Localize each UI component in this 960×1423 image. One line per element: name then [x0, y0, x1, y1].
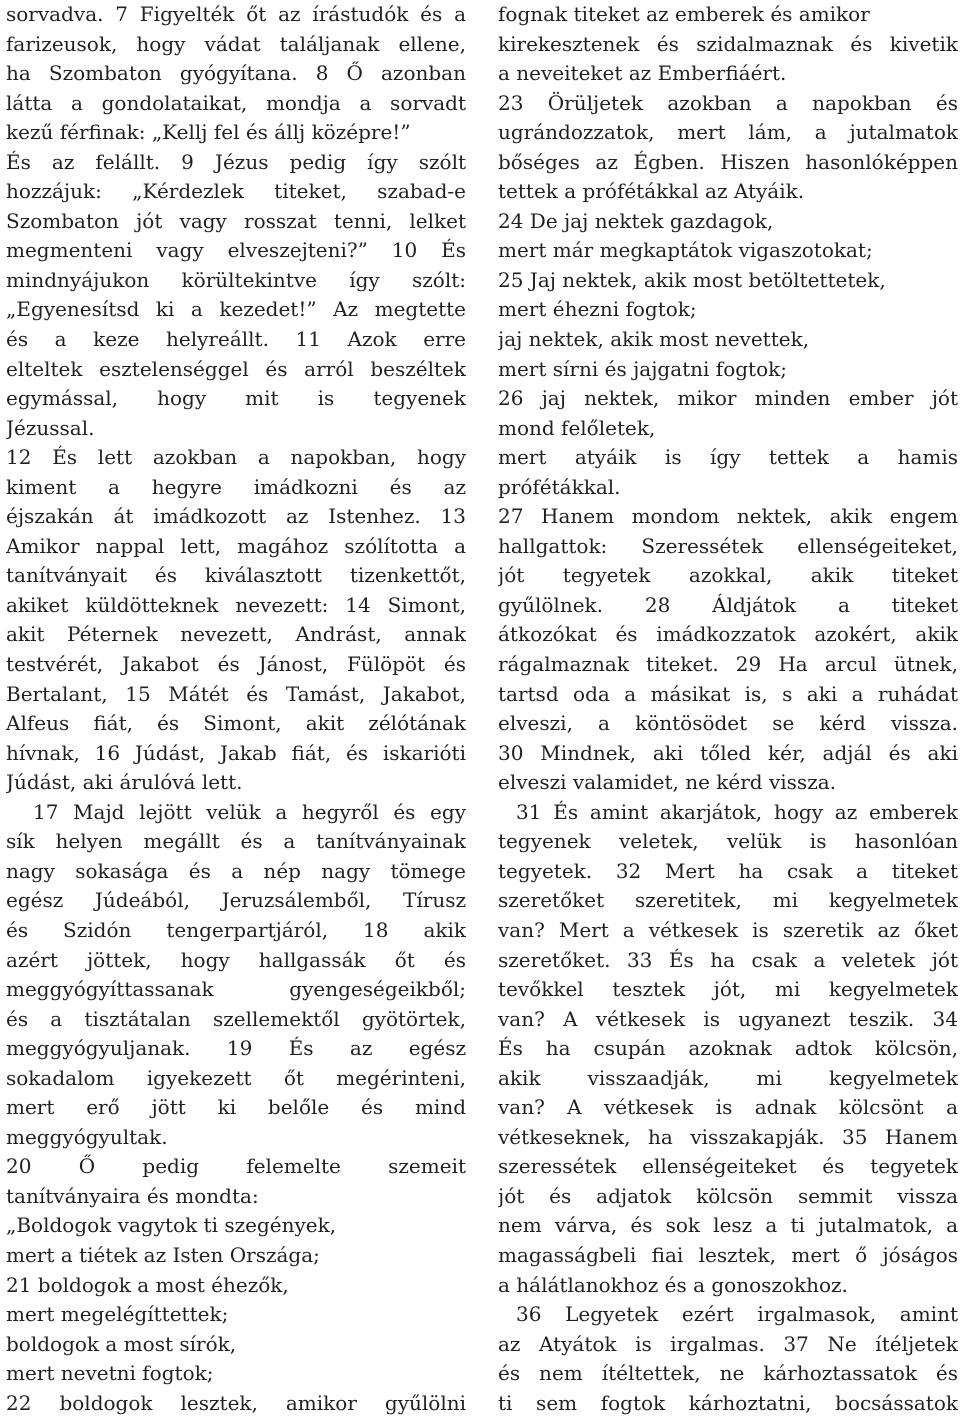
text-line: mert erő jött ki belőle és mind	[6, 1095, 466, 1120]
text-line: mert megelégíttettek;	[6, 1302, 229, 1327]
text-line: hozzájuk: „Kérdezlek titeket, szabad-e	[6, 179, 466, 204]
text-line: egész Júdeából, Jeruzsálemből, Tírusz	[6, 888, 466, 913]
text-line: ha Szombaton gyógyítana. 8 Ő azonban	[6, 61, 466, 86]
text-line: mert a tiétek az Isten Országa;	[6, 1242, 320, 1267]
text-line: a neveiteket az Emberfiáért.	[498, 61, 787, 86]
text-line: van? Mert a vétkesek is szeretik az őket	[498, 917, 958, 942]
text-line: 20 Ő pedig felemelte szemeit	[6, 1154, 466, 1179]
text-line: jót tegyetek azokkal, akik titeket	[498, 563, 958, 588]
text-line: És az felállt. 9 Jézus pedig így szólt	[6, 149, 466, 174]
left-text-column	[6, 0, 466, 1418]
text-line: kiment a hegyre imádkozni és az	[6, 474, 466, 499]
text-line: elveszi, a köntösödet se kérd vissza.	[498, 711, 958, 736]
text-line: magasságbeli fiai lesztek, mert ő jóságos	[498, 1242, 958, 1267]
text-line: kirekesztenek és szidalmaznak és kivetik	[498, 31, 958, 56]
text-line: és nem ítéltettek, ne kárhoztassatok és	[498, 1361, 958, 1386]
text-line: akit Péternek nevezett, Andrást, annak	[6, 622, 466, 647]
text-line: nem várva, és sok lesz a ti jutalmatok, a	[498, 1213, 958, 1238]
text-line: tegyenek veletek, velük is hasonlóan	[498, 829, 958, 854]
text-line: mindnyájukon körültekintve így szólt:	[6, 267, 466, 292]
text-line: gyűlölnek. 28 Áldjátok a titeket	[498, 592, 958, 617]
text-line: egymással, hogy mit is tegyenek	[6, 386, 466, 411]
text-line: 27 Hanem mondom nektek, akik engem	[498, 504, 958, 529]
text-line: kezű férfinak: „Kellj fel és állj középre!”	[6, 120, 411, 145]
text-line: tartsd oda a másikat is, s aki a ruhádat	[498, 681, 958, 706]
text-line: szeressétek ellenségeiteket és tegyetek	[498, 1154, 958, 1179]
text-line: farizeusok, hogy vádat találjanak ellene,	[6, 31, 466, 56]
text-line: jót és adjatok kölcsön semmit vissza	[498, 1183, 958, 1208]
text-line: prófétákkal.	[498, 474, 621, 499]
text-line: testvérét, Jakabot és Jánost, Fülöpöt és	[6, 652, 466, 677]
text-line: nagy sokasága és a nép nagy tömege	[6, 858, 466, 883]
text-line: jaj nektek, akik most nevettek,	[498, 327, 810, 352]
text-line: vétkeseknek, ha visszakapják. 35 Hanem	[498, 1124, 958, 1149]
text-line: mert atyáik is így tettek a hamis	[498, 445, 958, 470]
text-line: Bertalant, 15 Mátét és Tamást, Jakabot,	[6, 681, 466, 706]
text-line: rágalmaznak titeket. 29 Ha arcul ütnek,	[498, 652, 958, 677]
text-line: Jézussal.	[6, 415, 95, 440]
text-line: „Egyenesítsd ki a kezedet!” Az megtette	[6, 297, 466, 322]
text-line: megmenteni vagy elveszejteni?” 10 És	[6, 238, 466, 263]
text-line: 17 Majd lejött velük a hegyről és egy	[33, 799, 466, 824]
text-line: 12 És lett azokban a napokban, hogy	[6, 445, 466, 470]
text-line: mert már megkaptátok vigaszotokat;	[498, 238, 873, 263]
text-line: az Atyátok is irgalmas. 37 Ne ítéljetek	[498, 1331, 958, 1356]
text-line: elteltek esztelenséggel és arról beszéltek	[6, 356, 466, 381]
text-line: 21 boldogok a most éhezők,	[6, 1272, 289, 1297]
text-line: akik visszaadják, mi kegyelmetek	[498, 1065, 958, 1090]
text-line: „Boldogok vagytok ti szegények,	[6, 1213, 337, 1238]
text-line: és a keze helyreállt. 11 Azok erre	[6, 327, 466, 352]
text-line: tegyetek. 32 Mert ha csak a titeket	[498, 858, 958, 883]
text-line: Amikor nappal lett, magához szólította a	[6, 533, 466, 558]
text-line: akiket küldötteknek nevezett: 14 Simont,	[6, 592, 466, 617]
right-text-column	[498, 0, 958, 1418]
text-line: És ha csupán azoknak adtok kölcsön,	[498, 1036, 958, 1061]
text-line: szeretőket. 33 És ha csak a veletek jót	[498, 947, 958, 972]
text-line: mert sírni és jajgatni fogtok;	[498, 356, 787, 381]
text-line: szeretőket szeretitek, mi kegyelmetek	[498, 888, 958, 913]
text-line: tevőkkel tesztek jót, mi kegyelmetek	[498, 977, 958, 1002]
text-line: 23 Örüljetek azokban a napokban és	[498, 90, 958, 115]
text-line: sík helyen megállt és a tanítványainak	[6, 829, 466, 854]
text-line: látta a gondolataikat, mondja a sorvadt	[6, 90, 466, 115]
text-line: van? A vétkesek is adnak kölcsönt a	[498, 1095, 958, 1120]
text-line: van? A vétkesek is ugyanezt teszik. 34	[498, 1006, 958, 1031]
text-line: 30 Mindnek, aki tőled kér, adjál és aki	[498, 740, 958, 765]
text-line: fognak titeket az emberek és amikor	[498, 2, 870, 26]
text-line: 36 Legyetek ezért irgalmasok, amint	[516, 1302, 958, 1327]
text-line: sorvadva. 7 Figyelték őt az írástudók és a	[6, 2, 466, 26]
text-line: sokadalom igyekezett őt megérinteni,	[6, 1065, 466, 1090]
text-line: a hálátlanokhoz és a gonoszokhoz.	[498, 1272, 848, 1297]
text-line: meggyógyultak.	[6, 1124, 168, 1149]
text-line: tettek a prófétákkal az Atyáik.	[498, 179, 805, 204]
text-line: Alfeus fiát, és Simont, akit zélótának	[6, 711, 466, 736]
text-line: ti sem fogtok kárhoztatni, bocsássatok	[498, 1390, 958, 1415]
text-line: mert éhezni fogtok;	[498, 297, 697, 322]
text-line: azért jöttek, hogy hallgassák őt és	[6, 947, 466, 972]
text-line: Szombaton jót vagy rosszat tenni, lelket	[6, 208, 466, 233]
text-line: és a tisztátalan szellemektől gyötörtek,	[6, 1006, 466, 1031]
text-line: 26 jaj nektek, mikor minden ember jót	[498, 386, 958, 411]
text-line: mert nevetni fogtok;	[6, 1361, 214, 1386]
text-line: és Szidón tengerpartjáról, 18 akik	[6, 917, 466, 942]
text-line: hallgattok: Szeressétek ellenségeiteket,	[498, 533, 958, 558]
text-line: tanítványaira és mondta:	[6, 1183, 259, 1208]
text-line: elveszi valamidet, ne kérd vissza.	[498, 770, 837, 795]
text-line: mond felőletek,	[498, 415, 656, 440]
text-line: 31 És amint akarjátok, hogy az emberek	[516, 799, 958, 824]
text-line: boldogok a most sírók,	[6, 1331, 237, 1356]
text-line: átkozókat és imádkozzatok azokért, akik	[498, 622, 958, 647]
text-line: 25 Jaj nektek, akik most betöltettetek,	[498, 267, 886, 292]
text-line: meggyógyíttassanak gyengeségeikből;	[6, 977, 466, 1002]
text-line: tanítványait és kiválasztott tizenkettőt,	[6, 563, 466, 588]
text-line: ugrándozzatok, mert lám, a jutalmatok	[498, 120, 958, 145]
text-line: 24 De jaj nektek gazdagok,	[498, 208, 774, 233]
text-line: meggyógyuljanak. 19 És az egész	[6, 1036, 466, 1061]
text-line: hívnak, 16 Júdást, Jakab fiát, és iskarióti	[6, 740, 466, 765]
text-line: Júdást, aki árulóvá lett.	[6, 770, 243, 795]
text-line: éjszakán át imádkozott az Istenhez. 13	[6, 504, 466, 529]
text-line: 22 boldogok lesztek, amikor gyűlölni	[6, 1390, 466, 1415]
text-line: bőséges az Égben. Hiszen hasonlóképpen	[498, 149, 958, 174]
